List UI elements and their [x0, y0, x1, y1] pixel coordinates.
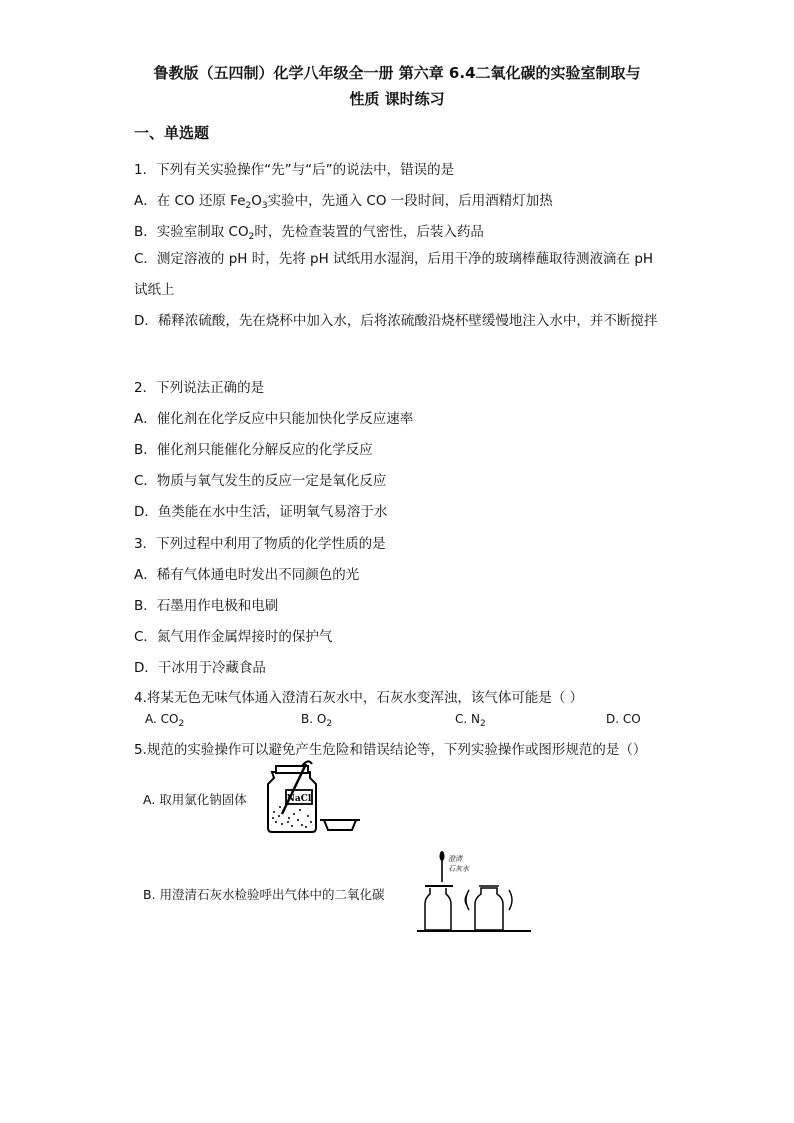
q3-option-a: A．稀有气体通电时发出不同颜色的光: [134, 567, 360, 583]
q2-option-b: B．催化剂只能催化分解反应的化学反应: [134, 442, 373, 458]
q2-option-c: C．物质与氧气发生的反应一定是氧化反应: [134, 473, 387, 489]
q2-option-d: D．鱼类能在水中生活，证明氧气易溶于水: [134, 504, 388, 520]
q1-option-b: B．实验室制取 $CO_2$时，先检查装置的气密性，后装入药品: [134, 224, 484, 242]
q1-option-d: D．稀释浓硫酸，先在烧杯中加入水，后将浓硫酸沿烧杯壁缓慢地注入水中，并不断搅拌: [134, 313, 658, 329]
q3-option-d: D．干冰用于冷藏食品: [134, 660, 266, 676]
title-line-2: 性质 课时练习: [349, 90, 445, 108]
q4-option-c: C. $N_2$: [455, 712, 486, 729]
q4-stem: 4.将某无色无味气体通入澄清石灰水中，石灰水变浑浊，该气体可能是（ ）: [134, 690, 584, 706]
q5-option-a: A. 取用氯化钠固体: [143, 792, 247, 807]
q5-stem: 5.规范的实验操作可以避免产生危险和错误结论等，下列实验操作或图形规范的是（）: [134, 742, 647, 758]
q2-option-a: A．催化剂在化学反应中只能加快化学反应速率: [134, 411, 414, 427]
document-title: [120, 60, 674, 112]
q1-option-c: C．测定溶液的 pH 时，先将 pH 试纸用水湿润，后用干净的玻璃棒蘸取待测液滴在 pH 试纸上: [134, 251, 654, 298]
dropper-label-1: 澄清: [448, 855, 462, 863]
q4-option-b: B. $O_2$: [301, 712, 333, 729]
q1-stem: 1．下列有关实验操作“先”与“后”的说法中，错误的是: [134, 162, 455, 178]
section-heading: 一、单选题: [134, 124, 210, 142]
nacl-label: NaCl: [286, 794, 312, 804]
limewater-bottles-illustration: [415, 846, 533, 936]
title-line-1: 鲁教版（五四制）化学八年级全一册 第六章 6.4二氧化碳的实验室制取与: [153, 64, 641, 82]
q3-option-c: C．氮气用作金属焊接时的保护气: [134, 629, 333, 645]
q4-option-d: D. CO: [606, 712, 641, 726]
q3-stem: 3．下列过程中利用了物质的化学性质的是: [134, 536, 386, 552]
nacl-jar-illustration: [262, 760, 364, 836]
dropper-label-2: 石灰水: [448, 865, 469, 873]
q5-option-b: B. 用澄清石灰水检验呼出气体中的二氧化碳: [143, 887, 385, 902]
q3-option-b: B．石墨用作电极和电刷: [134, 598, 279, 614]
q4-option-a: A. $CO_2$: [145, 712, 185, 729]
q2-stem: 2．下列说法正确的是: [134, 380, 265, 396]
q1-option-a: A．在 CO 还原 $Fe_2O_3$实验中，先通入 CO 一段时间，后用酒精灯加热: [134, 193, 553, 211]
